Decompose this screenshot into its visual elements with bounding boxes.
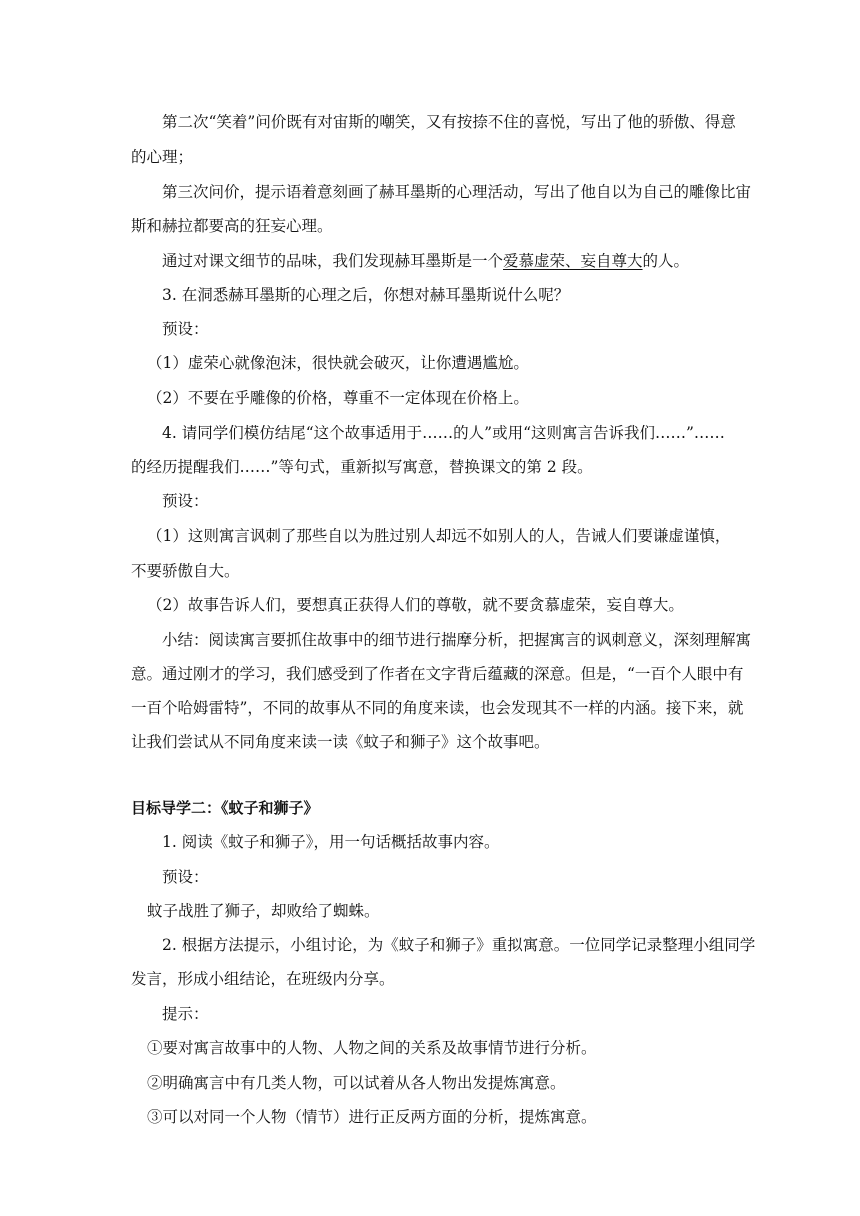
hint-label: 提示： bbox=[162, 1005, 209, 1023]
section-heading: 目标导学二：《蚊子和狮子》 bbox=[131, 799, 319, 817]
question-4-cont: 的经历提醒我们……”等句式，重新拟写寓意，替换课文的第 2 段。 bbox=[131, 458, 593, 476]
summary-line: 小结：阅读寓言要抓住故事中的细节进行揣摩分析，把握寓言的讽刺意义，深刻理解寓 bbox=[162, 631, 752, 649]
text-segment: 通过对课文细节的品味，我们发现赫耳墨斯是一个 bbox=[162, 252, 504, 270]
question-2: 2. 根据方法提示，小组讨论，为《蚊子和狮子》重拟寓意。一位同学记录整理小组同学 bbox=[162, 936, 756, 954]
summary-line: 一百个哈姆雷特”，不同的故事从不同的角度来读，也会发现其不一样的内涵。接下来，就 bbox=[131, 699, 744, 717]
hint-item: ③可以对同一个人物（情节）进行正反两方面的分析，提炼寓意。 bbox=[147, 1108, 597, 1126]
question-4: 4. 请同学们模仿结尾“这个故事适用于……的人”或用“这则寓言告诉我们……”…… bbox=[162, 424, 725, 442]
answer-item: （2）不要在乎雕像的价格，尊重不一定体现在价格上。 bbox=[147, 389, 529, 407]
answer-item: （1）这则寓言讽刺了那些自以为胜过别人却远不如别人的人，告诫人们要谦虚谨慎， bbox=[147, 527, 731, 545]
question-1: 1. 阅读《蚊子和狮子》，用一句话概括故事内容。 bbox=[162, 833, 500, 851]
question-3: 3. 在洞悉赫耳墨斯的心理之后，你想对赫耳墨斯说什么呢？ bbox=[162, 286, 570, 304]
paragraph-line: 第二次“笑着”问价既有对宙斯的嘲笑，又有按捺不住的喜悦，写出了他的骄傲、得意 bbox=[162, 113, 736, 131]
underlined-phrase: 爱慕虚荣、妄自尊大 bbox=[503, 252, 643, 270]
paragraph-line: 斯和赫拉都要高的狂妄心理。 bbox=[131, 217, 333, 235]
hint-item: ②明确寓言中有几类人物，可以试着从各人物出发提炼寓意。 bbox=[147, 1074, 566, 1092]
paragraph-line: 的心理； bbox=[131, 148, 194, 166]
summary-line: 意。通过刚才的学习，我们感受到了作者在文字背后蕴藏的深意。但是，“一百个人眼中有 bbox=[131, 665, 744, 683]
answer-item-cont: 不要骄傲自大。 bbox=[131, 562, 240, 580]
hint-item: ①要对寓言故事中的人物、人物之间的关系及故事情节进行分析。 bbox=[147, 1039, 597, 1057]
preset-label: 预设： bbox=[162, 868, 209, 886]
preset-label: 预设： bbox=[162, 492, 209, 510]
preset-label: 预设： bbox=[162, 320, 209, 338]
text-segment: 的人。 bbox=[642, 252, 690, 270]
answer-item: （1）虚荣心就像泡沫，很快就会破灭，让你遭遇尴尬。 bbox=[147, 354, 529, 372]
paragraph-line: 第三次问价，提示语着意刻画了赫耳墨斯的心理活动，写出了他自以为自己的雕像比宙 bbox=[162, 183, 752, 201]
question-2-cont: 发言，形成小组结论，在班级内分享。 bbox=[131, 970, 395, 988]
paragraph-line bbox=[0, 251, 860, 271]
answer-item: 蚊子战胜了狮子，却败给了蜘蛛。 bbox=[147, 902, 380, 920]
answer-item: （2）故事告诉人们，要想真正获得人们的尊敬，就不要贪慕虚荣，妄自尊大。 bbox=[147, 596, 684, 614]
summary-line: 让我们尝试从不同角度来读一读《蚊子和狮子》这个故事吧。 bbox=[131, 733, 550, 751]
